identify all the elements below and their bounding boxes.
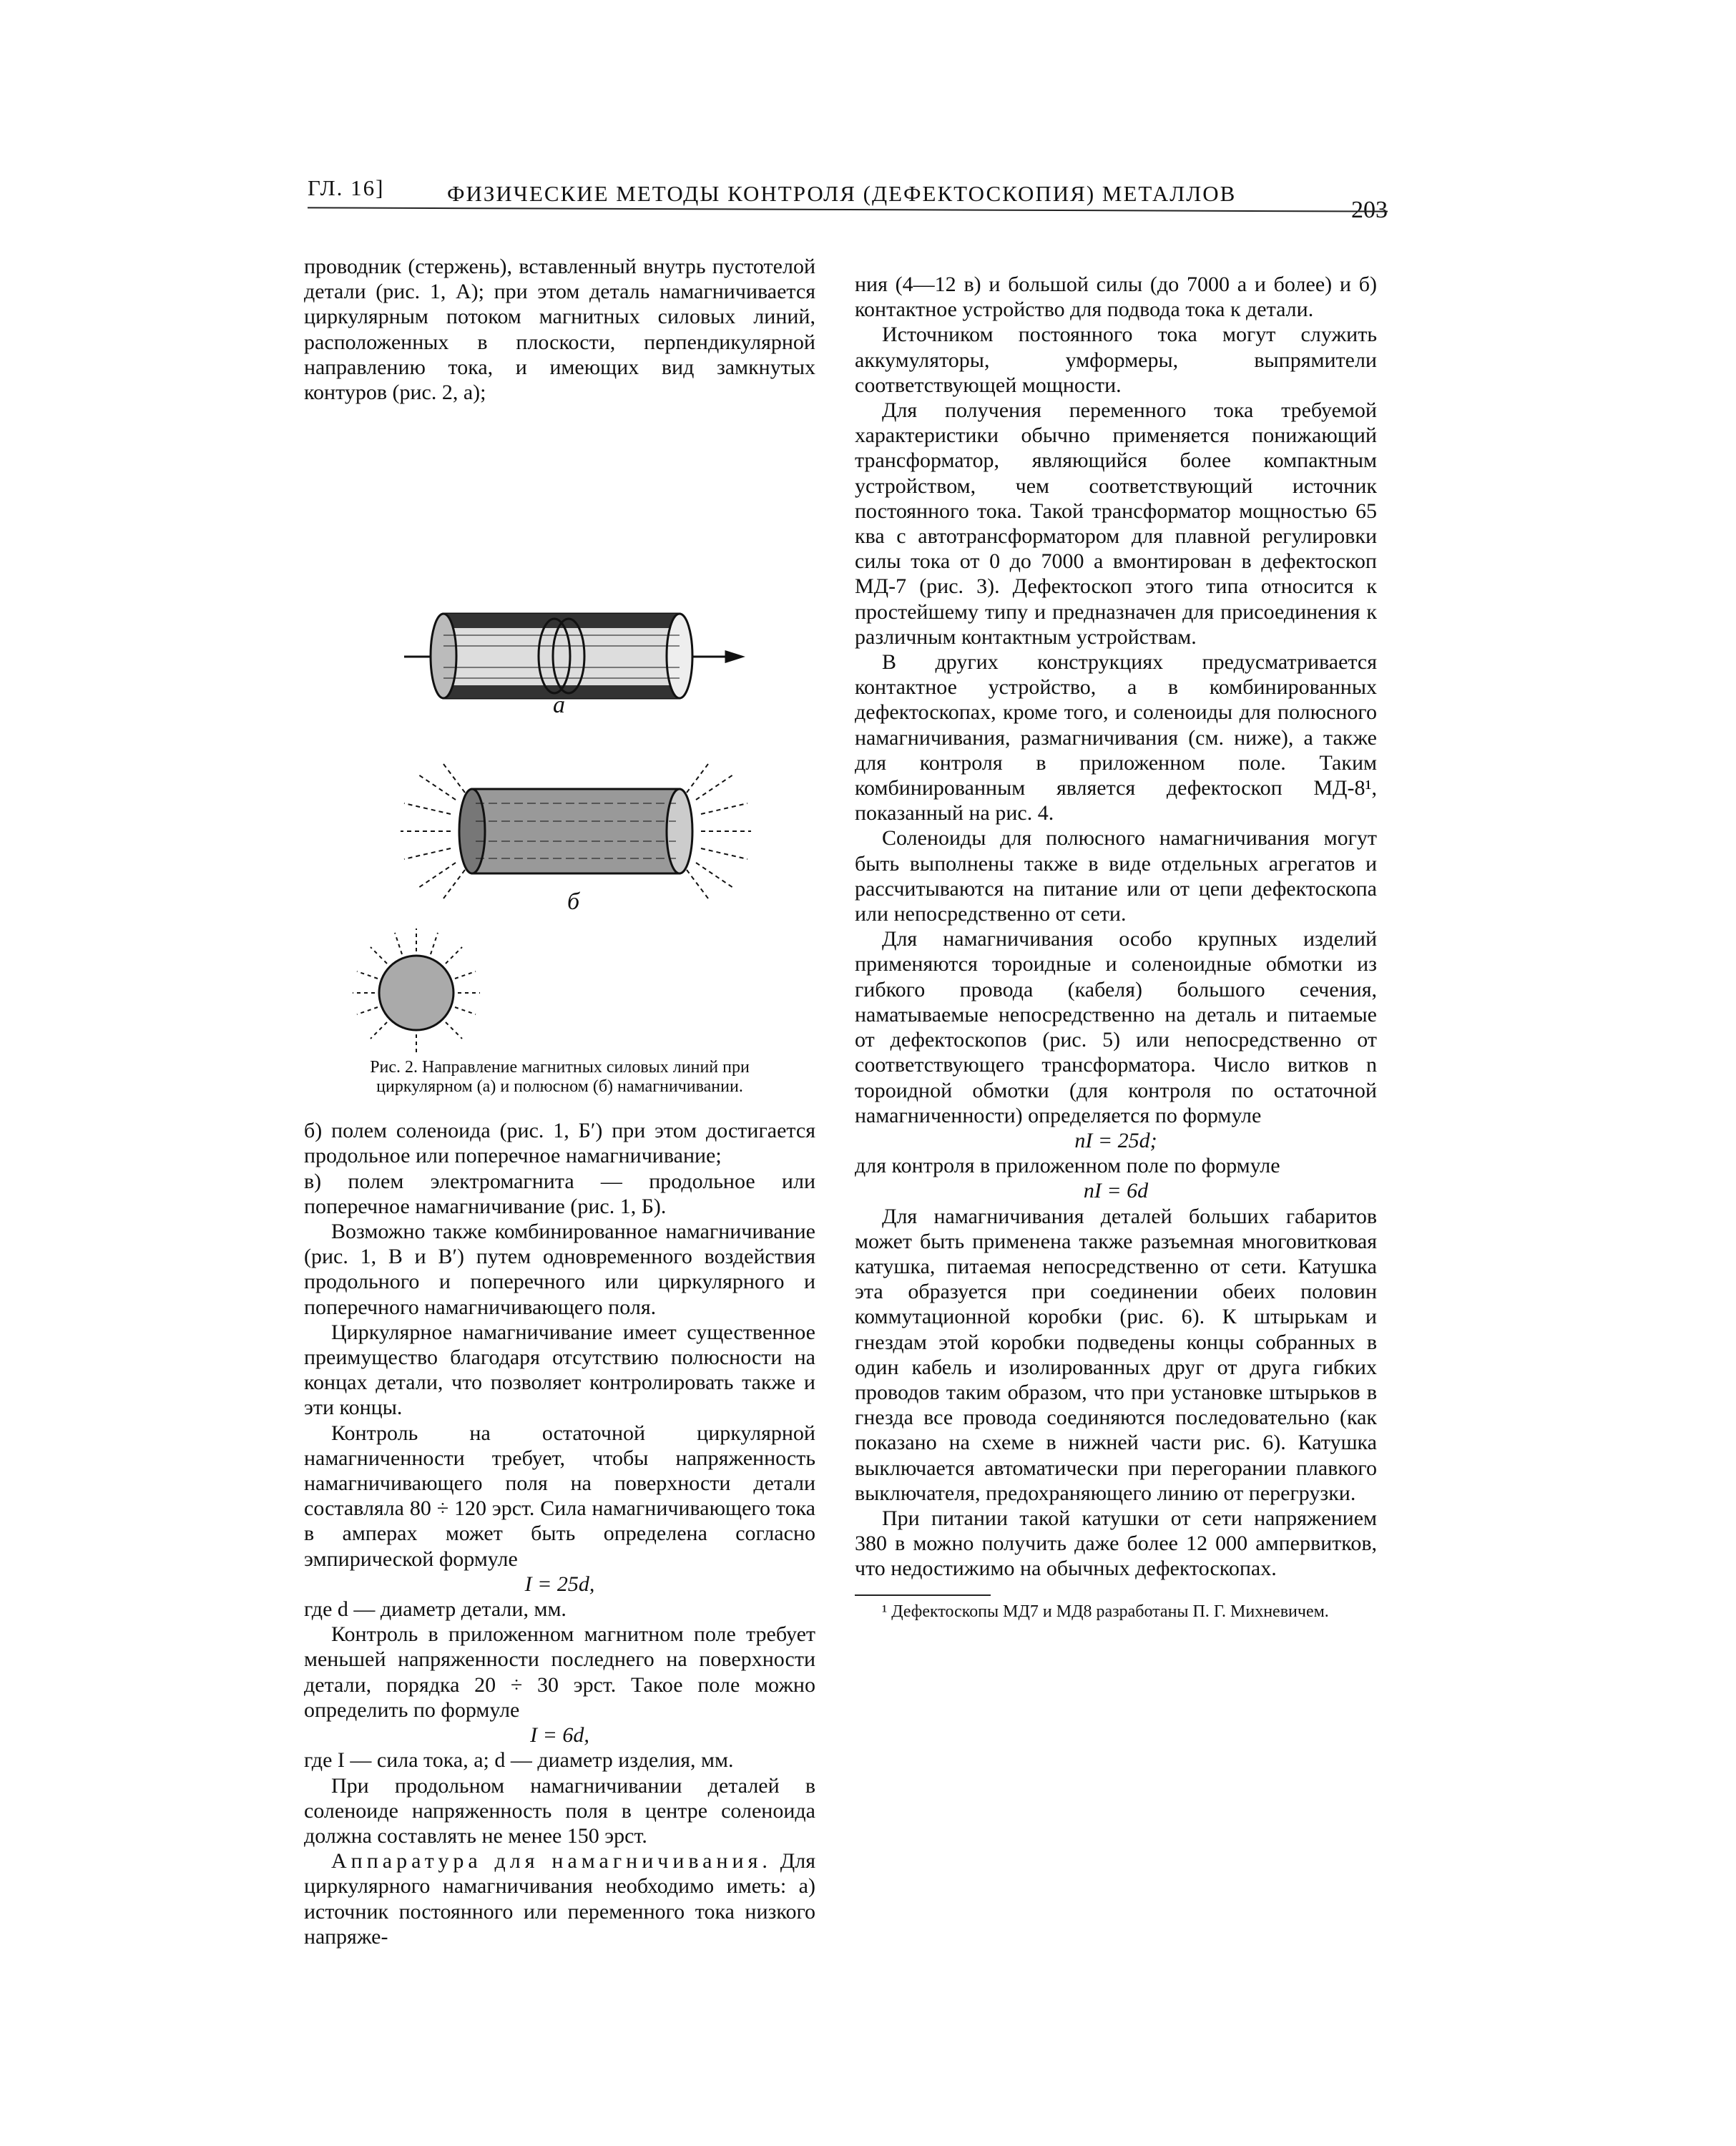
- formula: nI = 6d: [1083, 1179, 1149, 1203]
- paragraph: в) полем электромагнита — продольное или поперечное намагничивание (рис. 1, Б).: [304, 1169, 815, 1218]
- paragraph: Для получения переменного тока требуемой характеристики обычно применяется понижающий трансформатор, являющийся более компактным устройством, чем соответствующий источник постоянного тока. Такой трансформатор мощностью 65 ква с автотрансформатором для плавной регулировки силы тока от 0 до 7000 а вмонтирован в дефектоскоп МД-7 (рис. 3). Дефектоскоп этого типа относится к простейшему типу и предназначен для присоединения к различным контактным устройствам.: [855, 398, 1377, 649]
- section-heading: Аппаратура для намагничивания.: [331, 1849, 772, 1873]
- paragraph: В других конструкциях предусматривается контактное устройство, а в комбинированных дефектоскопах, кроме того, и соленоиды для полюсного намагничивания, размагничивания (см. ниже), а также для контроля в приложенном поле. Таким комбинированным является дефектоскоп МД-8¹, показанный на рис. 4.: [855, 650, 1377, 825]
- paragraph: Контроль на остаточной циркулярной намагниченности требует, чтобы напряженность намагничивающего поля на поверхности детали составляла 80 ÷ 120 эрст. Сила намагничивающего тока в амперах может быть определена согласно эмпирической формуле: [304, 1421, 815, 1571]
- figure-2a-cylinder: [404, 614, 742, 698]
- paragraph: проводник (стержень), вставленный внутрь пустотелой детали (рис. 1, А); при этом деталь намагничивается циркулярным потоком магнитных силовых линий, расположенных в плоскости, перпендикулярной направлению тока, и имеющих вид замкнутых контуров (рис. 2, а);: [304, 255, 815, 405]
- paragraph: Для намагничивания особо крупных изделий применяются тороидные и соленоидные обмотки из гибкого провода (кабеля) большого сечения, наматываемые непосредственно на деталь и питаемые от дефектоскопов (рис. 5) или непосредственно от соответствующего трансформатора. Число витков n тороидной обмотки (для контроля по остаточной намагниченности) определяется по формуле: [855, 927, 1377, 1127]
- chapter-label: ГЛ. 16]: [308, 175, 385, 200]
- paragraph: б) полем соленоида (рис. 1, Б′) при этом достигается продольное или поперечное намагничивание;: [304, 1119, 815, 1168]
- formula: I = 25d,: [524, 1572, 595, 1596]
- page-number: 203: [1351, 197, 1388, 223]
- figure-2b-label: б: [567, 888, 580, 916]
- paragraph: где d — диаметр детали, мм.: [304, 1597, 567, 1622]
- running-header: [304, 175, 1388, 223]
- figure-2-drawing: [304, 413, 815, 1054]
- figure-2-end-view: [353, 929, 480, 1054]
- paragraph-text: Для циркулярного намагничивания необходимо иметь: а) источник постоянного или переменного тока низкого напряже-: [304, 1849, 815, 1949]
- left-column: [304, 254, 815, 1949]
- footnote-rule: [855, 1594, 991, 1596]
- running-title: ФИЗИЧЕСКИЕ МЕТОДЫ КОНТРОЛЯ (ДЕФЕКТОСКОПИЯ) МЕТАЛЛОВ: [447, 181, 1237, 206]
- figure-2b-cylinder: [401, 764, 751, 898]
- paragraph: При продольном намагничивании деталей в соленоиде напряженность поля в центре соленоида должна составлять не менее 150 эрст.: [304, 1773, 815, 1848]
- paragraph: Источником постоянного тока могут служить аккумуляторы, умформеры, выпрямители соответствующей мощности.: [855, 323, 1377, 397]
- paragraph: Циркулярное намагничивание имеет существенное преимущество благодаря отсутствию полюсности на концах детали, что позволяет контролировать также и эти концы.: [304, 1320, 815, 1420]
- paragraph: Контроль в приложенном магнитном поле требует меньшей напряженности последнего на поверхности детали, порядка 20 ÷ 30 эрст. Такое поле можно определить по формуле: [304, 1622, 815, 1722]
- paragraph: Для намагничивания деталей больших габаритов может быть применена также разъемная многовитковая катушка, питаемая непосредственно от сети. Катушка эта образуется при соединении обеих половин коммутационной коробки (рис. 6). К штырькам и гнездам этой коробки подведены концы собранных в один кабель и изолированных друг от друга гибких проводов таким образом, что при установке штырьков в гнезда все провода соединяются последовательно (как показано на схеме в нижней части рис. 6). Катушка выключается автоматически при перегорании плавкого выключателя, предохраняющего линию от перегрузки.: [855, 1204, 1377, 1505]
- footnote: ¹ Дефектоскопы МД7 и МД8 разработаны П. Г. Михневичем.: [882, 1602, 1329, 1621]
- right-column: [855, 272, 1377, 1622]
- paragraph: [304, 1848, 815, 1949]
- figure-2-caption: Рис. 2. Направление магнитных силовых линий при циркулярном (а) и полюсном (б) намагничивании.: [370, 1058, 750, 1097]
- paragraph: для контроля в приложенном поле по формуле: [855, 1154, 1280, 1178]
- formula: I = 6d,: [530, 1723, 589, 1748]
- formula: nI = 25d;: [1074, 1128, 1157, 1152]
- figure-2a-label: а: [553, 692, 565, 719]
- paragraph: Соленоиды для полюсного намагничивания могут быть выполнены также в виде отдельных агрегатов и рассчитываются на питание или от цепи дефектоскопа или непосредственно от сети.: [855, 826, 1377, 926]
- figure-2: [304, 413, 815, 1054]
- paragraph: При питании такой катушки от сети напряжением 380 в можно получить даже более 12 000 ампервитков, что недостижимо на обычных дефектоскопах.: [855, 1506, 1377, 1581]
- paragraph: Возможно также комбинированное намагничивание (рис. 1, В и В′) путем одновременного воздействия продольного и поперечного или циркулярного и поперечного намагничивающего поля.: [304, 1220, 815, 1319]
- paragraph: ния (4—12 в) и большой силы (до 7000 а и более) и б) контактное устройство для подвода тока к детали.: [855, 273, 1377, 322]
- paragraph: где I — сила тока, а; d — диаметр изделия, мм.: [304, 1748, 734, 1773]
